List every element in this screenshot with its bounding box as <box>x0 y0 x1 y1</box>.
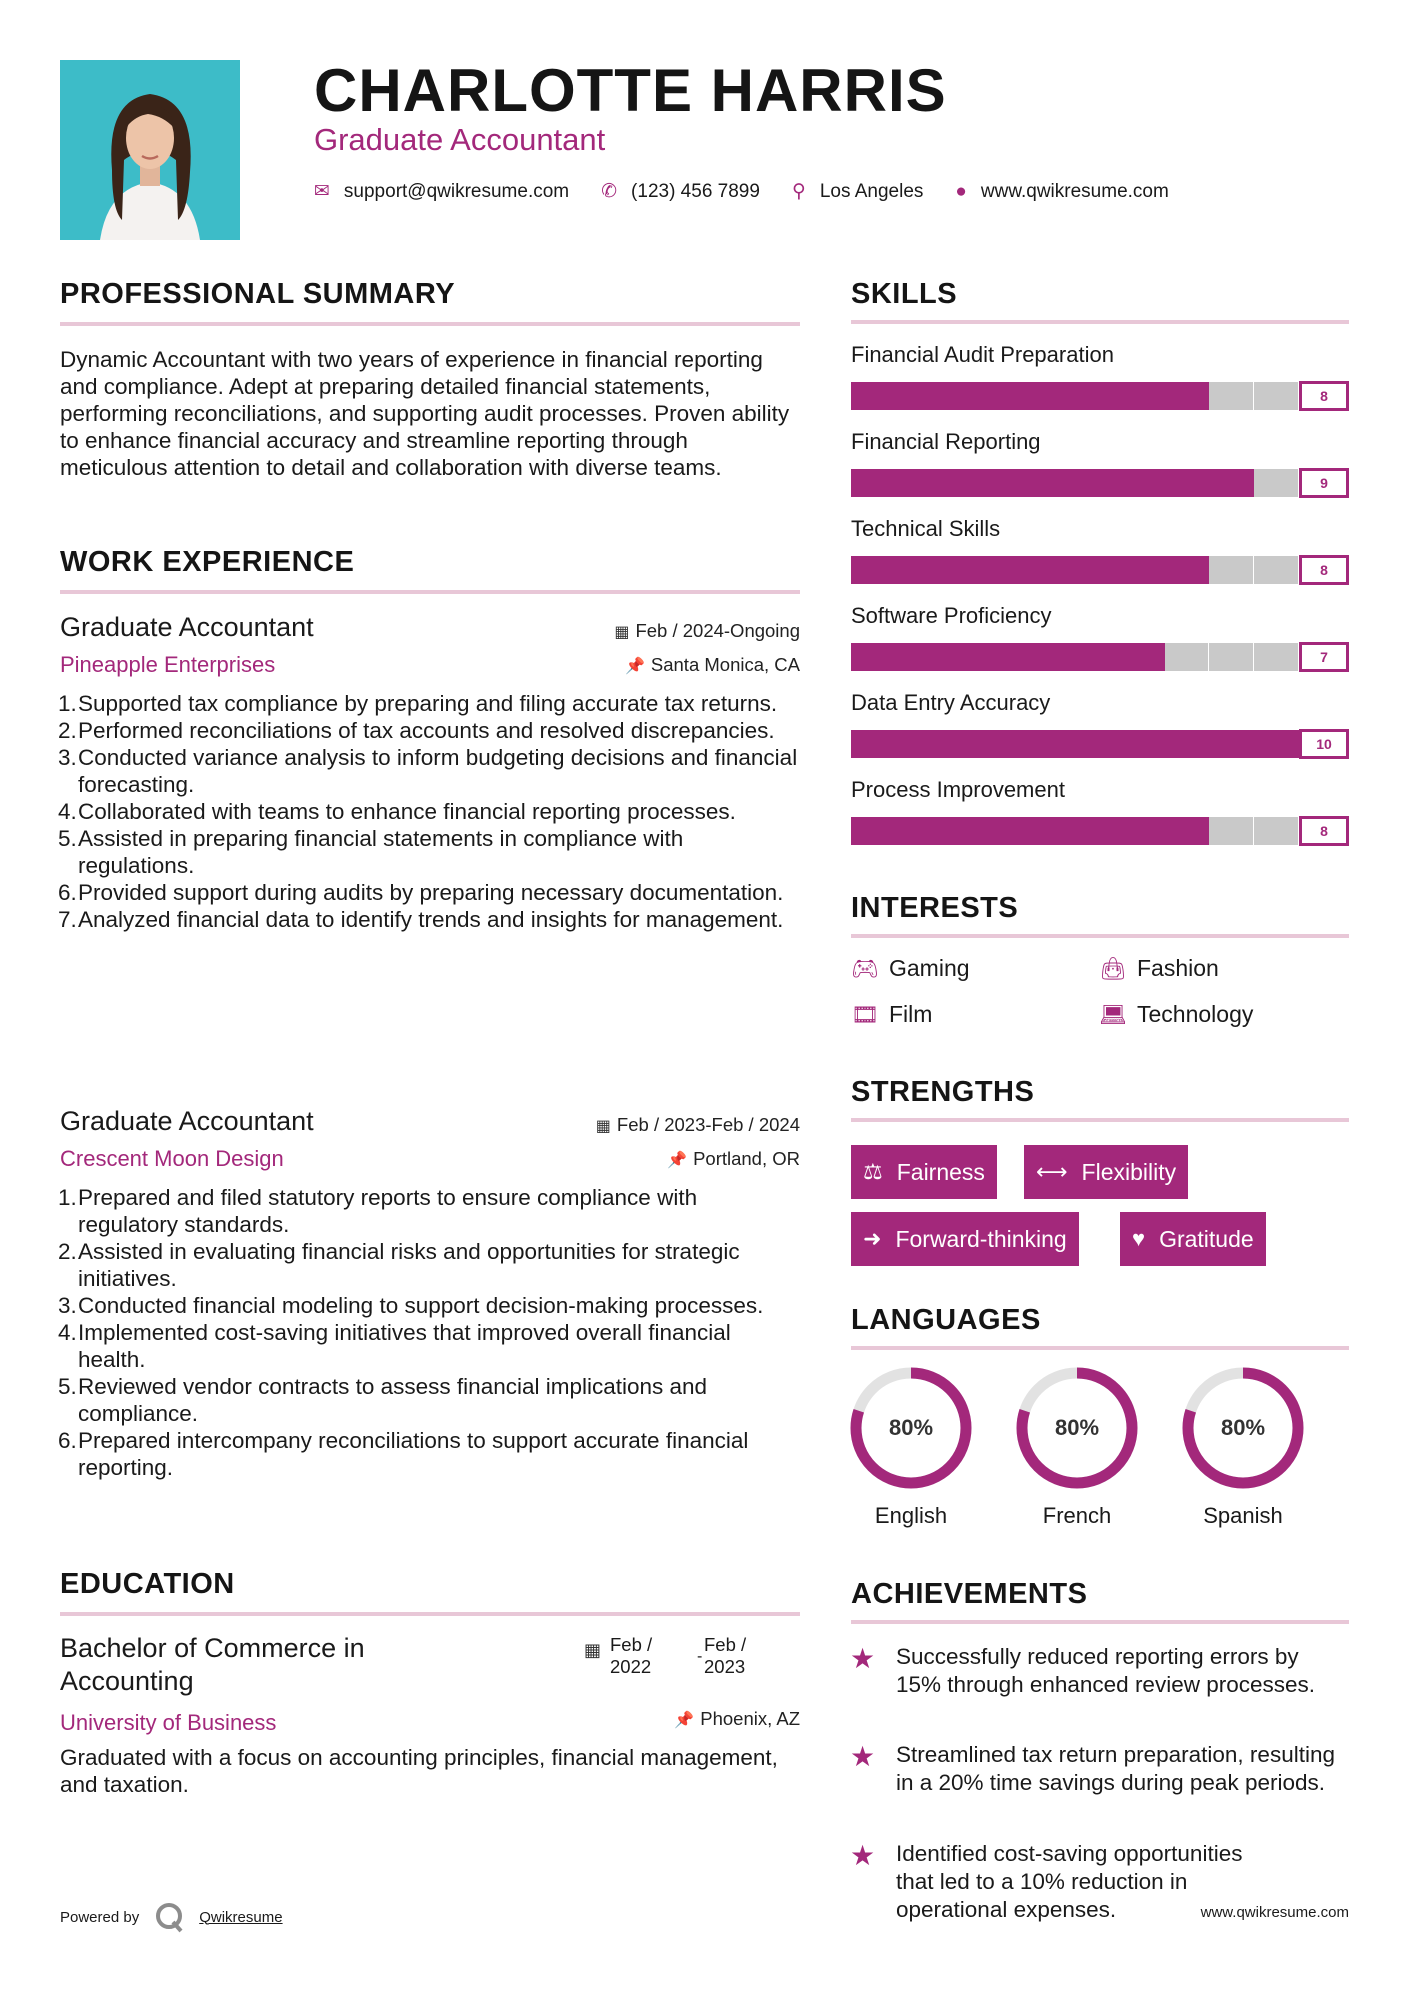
skill-bar-filled-segment <box>1120 469 1165 497</box>
skill-bar-filled-segment <box>1075 469 1120 497</box>
profile-photo <box>60 60 240 240</box>
skill-bar-filled-segment <box>941 817 986 845</box>
skill-bar-empty-segment <box>1209 382 1253 410</box>
skill-label: Technical Skills <box>851 516 1001 541</box>
list-item: 2. Performed reconciliations of tax accounts and resolved discrepancies. <box>58 718 775 743</box>
skill-bar <box>851 642 1349 672</box>
achievements-heading: ACHIEVEMENTS <box>851 1578 1088 1610</box>
skill-bar <box>851 729 1349 759</box>
job-location-2 <box>667 1148 800 1170</box>
education-heading: EDUCATION <box>60 1568 235 1600</box>
skill-bar-filled-segment <box>1075 556 1120 584</box>
job-date-1-text: Feb / 2024-Ongoing <box>635 620 800 641</box>
education-divider <box>60 1612 800 1616</box>
achievement-item-3: Identified cost-saving opportunities that led to a 10% reduction in operational expenses. <box>896 1841 1243 1922</box>
strength-chip-forward-thinking <box>851 1212 1079 1266</box>
skill-bar-filled-segment <box>1030 382 1075 410</box>
envelope-icon: ✉ <box>314 181 330 202</box>
achievement-item-2: Streamlined tax return preparation, resulting in a 20% time savings during peak periods. <box>896 1742 1335 1795</box>
skill-label: Financial Reporting <box>851 429 1041 454</box>
skill-bar-filled-segment <box>851 382 896 410</box>
shopping-bag-icon: 👜︎ <box>1099 955 1127 981</box>
list-item: 1. Prepared and filed statutory reports to ensure compliance with regulatory standards. <box>58 1185 698 1237</box>
skill-bar-empty-segment <box>1209 643 1253 671</box>
language-ring <box>848 1365 974 1496</box>
skill-bar <box>851 816 1349 846</box>
calendar-icon: ▦ <box>614 624 630 641</box>
language-percent-label: 80% <box>1220 1415 1266 1440</box>
job-date-1 <box>614 620 800 642</box>
job-location-1 <box>625 654 800 676</box>
list-item: 3. Conducted financial modeling to support decision-making processes. <box>58 1293 764 1318</box>
list-item: 3. Conducted variance analysis to inform budgeting decisions and financial forecasting. <box>58 745 798 797</box>
skill-bar-filled-segment <box>985 730 1030 758</box>
education-school: University of Business <box>60 1710 277 1735</box>
job-title-1: Graduate Accountant <box>60 612 314 642</box>
skill-bar-filled-segment <box>1075 382 1120 410</box>
skill-level-badge: 8 <box>1299 381 1349 411</box>
list-item: 6. Prepared intercompany reconciliations to support accurate financial reporting. <box>58 1428 749 1480</box>
skill-bar-empty-segment <box>1254 382 1298 410</box>
skill-bar-filled-segment <box>1120 382 1165 410</box>
strength-label: Gratitude <box>1159 1225 1254 1252</box>
skill-bar-filled-segment <box>1030 469 1075 497</box>
language-percent-label: 80% <box>1054 1415 1100 1440</box>
trophy-star-icon: ★ <box>850 1840 876 1871</box>
contact-website[interactable]: www.qwikresume.com <box>980 180 1169 202</box>
skill-bar-filled-segment <box>941 469 986 497</box>
skill-bar-filled-segment <box>1075 817 1120 845</box>
skills-heading: SKILLS <box>851 278 958 310</box>
footer-brand-link[interactable]: Qwikresume <box>199 1908 283 1926</box>
skill-bar-filled-segment <box>1120 817 1165 845</box>
skill-bar-filled-segment <box>851 469 896 497</box>
skill-bar-filled-segment <box>851 643 896 671</box>
skill-bar-filled-segment <box>1030 643 1075 671</box>
language-name: English <box>874 1503 948 1528</box>
job-location-2-text: Portland, OR <box>693 1148 800 1169</box>
trophy-star-icon: ★ <box>850 1741 876 1772</box>
gamepad-icon: 🎮︎ <box>851 955 879 981</box>
arrows-horizontal-icon: ⟷ <box>1036 1159 1068 1184</box>
strength-label: Flexibility <box>1081 1158 1177 1185</box>
list-item: 6. Provided support during audits by preparing necessary documentation. <box>58 880 784 905</box>
strength-chip-flexibility <box>1024 1145 1188 1199</box>
skill-bar-filled-segment <box>1165 817 1210 845</box>
skill-bar <box>851 555 1349 585</box>
skill-bar-filled-segment <box>941 556 986 584</box>
languages-divider <box>851 1346 1349 1350</box>
list-item: 4. Collaborated with teams to enhance financial reporting processes. <box>58 799 736 824</box>
skill-bar-filled-segment <box>985 817 1030 845</box>
calendar-icon: ▦ <box>595 1118 611 1135</box>
job-date-2 <box>596 1114 800 1136</box>
skill-bar-filled-segment <box>851 817 896 845</box>
skill-bar-filled-segment <box>896 643 941 671</box>
skill-level-badge: 10 <box>1299 729 1349 759</box>
languages-heading: LANGUAGES <box>851 1304 1041 1336</box>
job-date-2-text: Feb / 2023-Feb / 2024 <box>616 1114 800 1135</box>
skills-divider <box>851 320 1349 324</box>
skill-bar-empty-segment <box>1254 643 1298 671</box>
skill-bar-filled-segment <box>1254 730 1301 758</box>
balance-scale-icon: ⚖ <box>863 1159 883 1184</box>
candidate-title: Graduate Accountant <box>314 122 606 157</box>
skill-bar <box>851 468 1349 498</box>
education-date-start: Feb / 2022 <box>610 1634 653 1677</box>
pushpin-icon: 📌 <box>667 1152 688 1169</box>
strength-chip-fairness <box>851 1145 997 1199</box>
language-name: Spanish <box>1203 1503 1283 1528</box>
skill-level-badge: 8 <box>1299 816 1349 846</box>
skill-bar-filled-segment <box>1120 556 1165 584</box>
strengths-heading: STRENGTHS <box>851 1076 1035 1108</box>
education-description: Graduated with a focus on accounting principles, financial management, and taxation. <box>60 1745 778 1797</box>
achievement-item-1: Successfully reduced reporting errors by 15% through enhanced review processes. <box>896 1644 1316 1697</box>
skill-bar-empty-segment <box>1209 817 1253 845</box>
interest-label: Technology <box>1137 1001 1254 1027</box>
skill-bar-filled-segment <box>1165 556 1210 584</box>
skill-bar-filled-segment <box>896 730 941 758</box>
skill-bar-filled-segment <box>896 556 941 584</box>
skill-bar-empty-segment <box>1254 817 1298 845</box>
achievements-divider <box>851 1620 1349 1624</box>
language-percent-label: 80% <box>888 1415 934 1440</box>
interest-item-film <box>851 1001 932 1028</box>
candidate-name: CHARLOTTE HARRIS <box>314 57 947 124</box>
job-location-1-text: Santa Monica, CA <box>650 654 800 675</box>
skill-bar-filled-segment <box>1120 643 1165 671</box>
summary-text: Dynamic Accountant with two years of experience in financial reporting and compliance. Adept at preparing detailed financial statements, performing reconciliations, and supporting audit processes. Proven ability to enhance financial accuracy and streamline reporting through meticulous attention to detail and collaboration with diverse teams. <box>60 347 790 480</box>
skill-bar-filled-segment <box>851 730 896 758</box>
job-company-1: Pineapple Enterprises <box>60 652 276 677</box>
contact-bar <box>314 180 1201 203</box>
interest-label: Fashion <box>1137 955 1219 981</box>
skill-bar-filled-segment <box>1030 556 1075 584</box>
skill-bar-empty-segment <box>1254 556 1298 584</box>
list-item: 4. Implemented cost-saving initiatives that improved overall financial health. <box>58 1320 731 1372</box>
phone-icon: ✆ <box>601 181 618 202</box>
skill-bar-filled-segment <box>941 730 986 758</box>
language-ring <box>1180 1365 1306 1496</box>
footer-powered-by <box>60 1900 283 1934</box>
map-pin-icon: ⚲ <box>791 181 806 202</box>
language-name: French <box>1042 1503 1112 1528</box>
skill-bar-filled-segment <box>1165 469 1210 497</box>
pushpin-icon: 📌 <box>674 1712 695 1729</box>
contact-phone[interactable]: (123) 456 7899 <box>631 180 760 202</box>
interests-heading: INTERESTS <box>851 892 1019 924</box>
skill-bar-empty-segment <box>1165 643 1209 671</box>
language-ring <box>1014 1365 1140 1496</box>
list-item: 2. Assisted in evaluating financial risks and opportunities for strategic initiatives. <box>58 1239 740 1291</box>
skill-bar-filled-segment <box>896 382 941 410</box>
skill-bar-filled-segment <box>1209 469 1254 497</box>
skill-bar-filled-segment <box>985 469 1030 497</box>
arrow-right-icon: ➜ <box>863 1226 882 1251</box>
interest-item-fashion <box>1099 955 1219 982</box>
strengths-divider <box>851 1118 1349 1122</box>
skill-bar-filled-segment <box>985 382 1030 410</box>
skill-bar-empty-segment <box>1209 556 1253 584</box>
film-icon: 🎞︎ <box>851 1001 879 1027</box>
list-item: 5. Assisted in preparing financial statements in compliance with regulations. <box>58 826 684 878</box>
interest-item-gaming <box>851 955 970 982</box>
skill-bar-filled-segment <box>985 643 1030 671</box>
skill-bar-filled-segment <box>941 643 986 671</box>
calendar-icon: ▦ <box>584 1640 602 1660</box>
footer-site[interactable]: www.qwikresume.com <box>1200 1904 1349 1921</box>
job-2-bullets <box>60 1184 800 1481</box>
strength-label: Forward-thinking <box>895 1225 1067 1252</box>
interests-divider <box>851 934 1349 938</box>
contact-email[interactable]: support@qwikresume.com <box>343 180 570 202</box>
education-degree: Bachelor of Commerce in Accounting <box>60 1633 365 1696</box>
skill-bar-filled-segment <box>941 382 986 410</box>
skill-bar-filled-segment <box>1165 730 1210 758</box>
job-company-2: Crescent Moon Design <box>60 1146 284 1171</box>
summary-heading: PROFESSIONAL SUMMARY <box>60 278 456 310</box>
skill-label: Financial Audit Preparation <box>851 342 1114 367</box>
strength-chip-gratitude <box>1120 1212 1266 1266</box>
skill-label: Data Entry Accuracy <box>851 690 1051 715</box>
globe-icon: ● <box>955 180 967 202</box>
laptop-icon: 💻︎ <box>1099 1001 1127 1027</box>
job-1-bullets <box>60 690 800 933</box>
skill-bar-filled-segment <box>1120 730 1165 758</box>
interest-label: Gaming <box>889 955 970 981</box>
skill-bar-filled-segment <box>896 469 941 497</box>
skill-level-badge: 9 <box>1299 468 1349 498</box>
skill-label: Software Proficiency <box>851 603 1052 628</box>
heart-icon: ♥ <box>1132 1226 1146 1251</box>
skill-bar-filled-segment <box>1209 730 1254 758</box>
skill-level-badge: 7 <box>1299 642 1349 672</box>
interest-item-technology <box>1099 1001 1253 1028</box>
trophy-star-icon: ★ <box>850 1643 876 1674</box>
list-item: 5. Reviewed vendor contracts to assess financial implications and compliance. <box>58 1374 708 1426</box>
skill-level-badge: 8 <box>1299 555 1349 585</box>
skill-bar-filled-segment <box>1165 382 1210 410</box>
education-date-separator: - <box>697 1648 703 1665</box>
summary-divider <box>60 322 800 326</box>
skill-label: Process Improvement <box>851 777 1065 802</box>
list-item: 7. Analyzed financial data to identify trends and insights for management. <box>58 907 784 932</box>
skill-bar <box>851 381 1349 411</box>
education-location-text: Phoenix, AZ <box>700 1708 800 1729</box>
skill-bar-filled-segment <box>851 556 896 584</box>
pushpin-icon: 📌 <box>624 658 645 675</box>
experience-divider <box>60 590 800 594</box>
qwikresume-logo-icon <box>153 1900 187 1934</box>
experience-heading: WORK EXPERIENCE <box>60 546 355 578</box>
skill-bar-filled-segment <box>1030 730 1075 758</box>
footer-powered-label: Powered by <box>60 1908 140 1926</box>
profile-photo-image <box>60 60 240 240</box>
skill-bar-filled-segment <box>1075 730 1120 758</box>
skill-bar-filled-segment <box>985 556 1030 584</box>
contact-location: Los Angeles <box>819 180 924 202</box>
skill-bar-filled-segment <box>1030 817 1075 845</box>
education-date-end: Feb / 2023 <box>704 1634 747 1677</box>
interest-label: Film <box>889 1001 933 1027</box>
job-title-2: Graduate Accountant <box>60 1106 314 1136</box>
skill-bar-filled-segment <box>1075 643 1120 671</box>
skill-bar-filled-segment <box>896 817 941 845</box>
list-item: 1. Supported tax compliance by preparing and filing accurate tax returns. <box>58 691 778 716</box>
education-location <box>674 1708 800 1730</box>
strength-label: Fairness <box>896 1158 985 1185</box>
skill-bar-empty-segment <box>1254 469 1298 497</box>
